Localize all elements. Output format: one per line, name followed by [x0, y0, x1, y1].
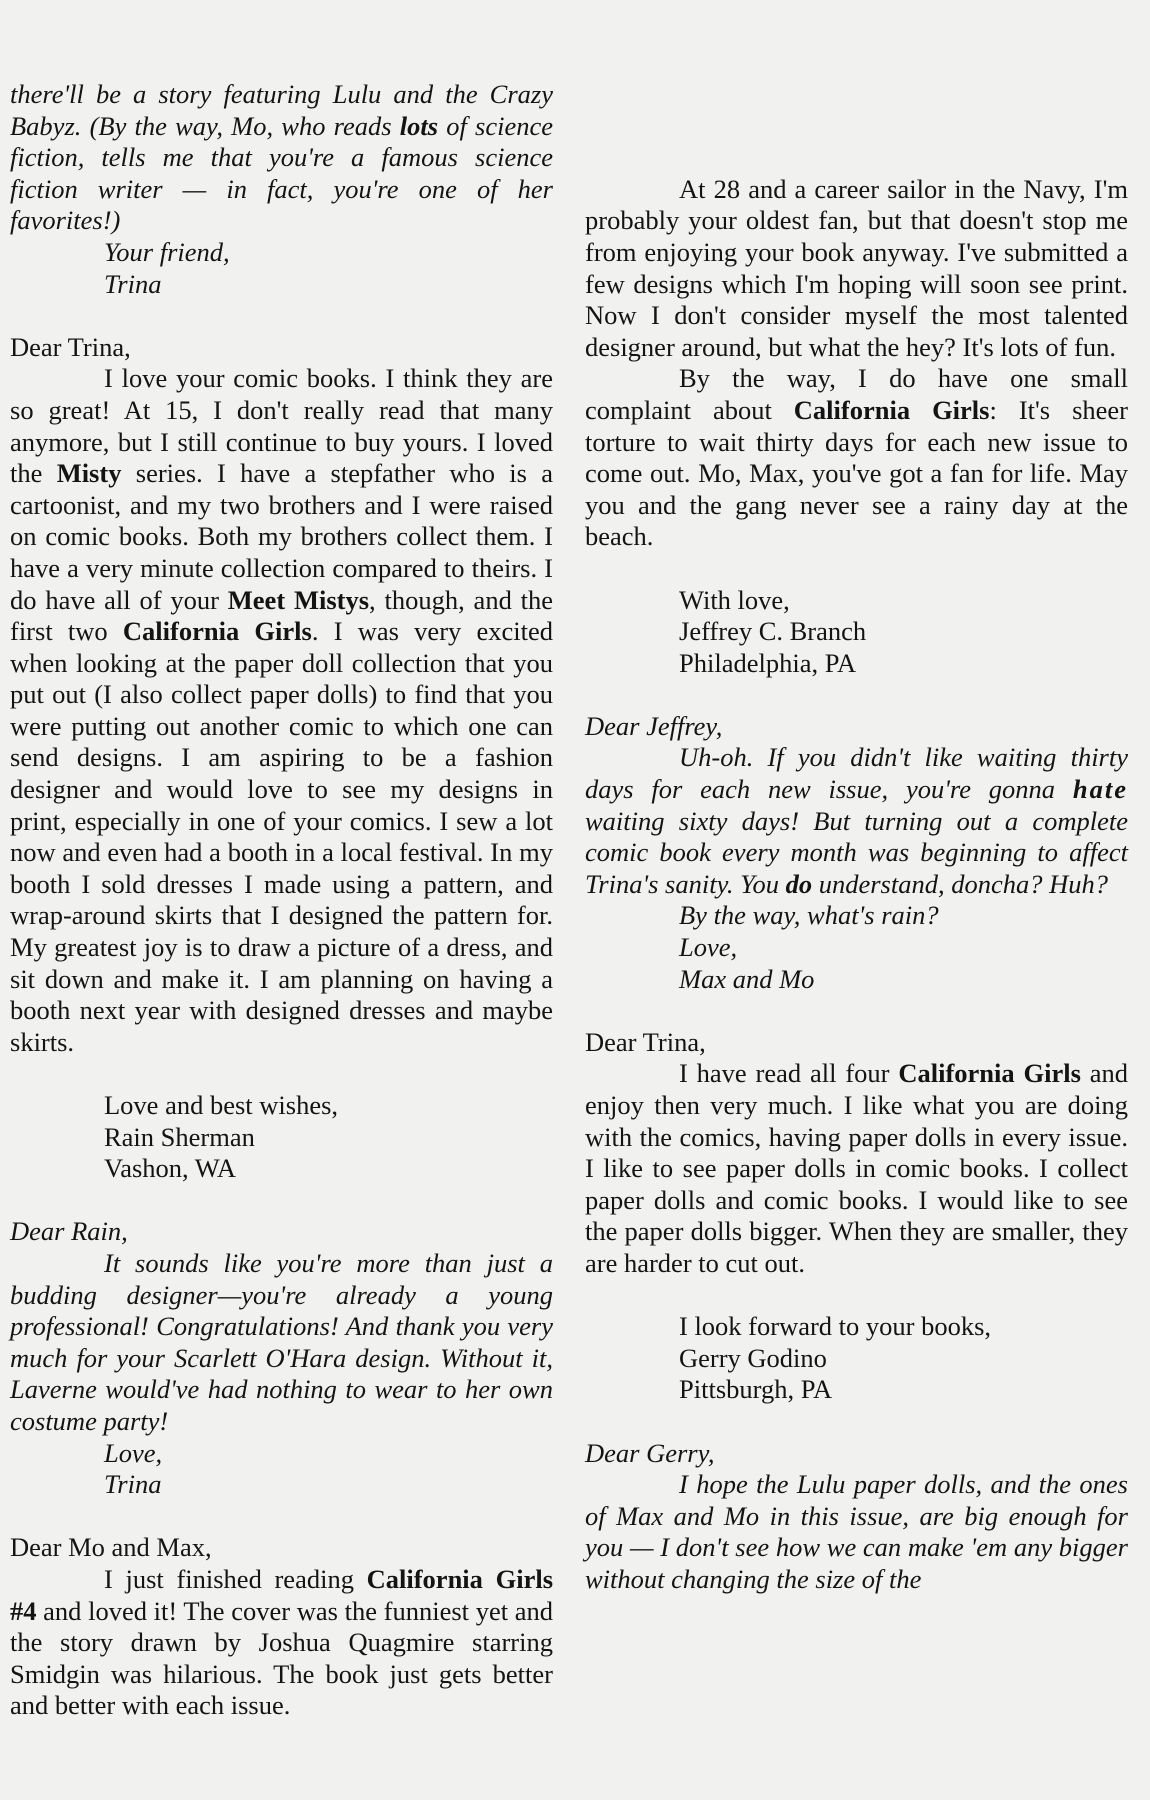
letter-gerry-body	[585, 1058, 1128, 1279]
text: of science fiction, tells me that you're a famous science fiction writer — in fact, you're one of her favorites!)	[10, 110, 553, 236]
letter-jeffrey-body-2: At 28 and a career sailor in the Navy, I'm probably your oldest fan, but that doesn't stop me from enjoying your book anyway. I've submitted a few designs which I'm hoping will soon see print. Now I don't consider myself the most talented designer around, but what the hey? It's lots of fun.	[585, 173, 1128, 362]
letter-gerry-location: Pittsburgh, PA	[679, 1374, 833, 1405]
comic-title: California Girls	[122, 616, 312, 647]
signature: Trina	[104, 268, 162, 299]
reply-rain-body: It sounds like you're more than just a budding designer—you're already a young professional! Congratulations! And thank you very much for your Scarlett O'Hara design. Without it, Laverne would've had nothing to wear to her own costume party!	[10, 1247, 553, 1436]
comic-title: California Girls	[793, 394, 990, 425]
text: I love your comic books. I think they are so great! At 15, I don't really read that many anymore, but I still continue to buy yours. I loved the	[10, 363, 553, 489]
reply-rain-salutation: Dear Rain,	[10, 1216, 128, 1247]
letter-gerry-closing: I look forward to your books,	[679, 1311, 992, 1342]
text: and enjoy then very much. I like what you are doing with the comics, having paper dolls in every issue. I like to see paper dolls in comic books. I collect paper dolls and comic books. I would like to see the paper dolls bigger. When they are smaller, they are harder to cut out.	[585, 1058, 1128, 1278]
letter-rain-salutation: Dear Trina,	[10, 331, 131, 362]
text: there'll be a story featuring Lulu and the Crazy Babyz. (By the way, Mo, who reads	[10, 79, 553, 141]
emphasis: hate	[1072, 774, 1128, 805]
text: Uh-oh. If you didn't like waiting thirty days for each new issue, you're gonna	[585, 742, 1128, 805]
comic-title: California Girls	[898, 1058, 1081, 1089]
text: : It's sheer torture to wait thirty days for each new issue to come out. Mo, Max, you've got a fan for life. May you and the gang never see a rainy day at the beach.	[585, 394, 1128, 552]
text: understand, doncha? Huh?	[812, 868, 1108, 899]
reply-gerry-body: I hope the Lulu paper dolls, and the ones of Max and Mo in this issue, are big enough for you — I don't see how we can make 'em any bigger without changing the size of the	[585, 1469, 1128, 1594]
reply-jeffrey-signature: Max and Mo	[679, 963, 815, 994]
letter-rain-name: Rain Sherman	[104, 1121, 255, 1152]
letter-jeffrey-body-3	[585, 363, 1128, 553]
right-column-flow	[585, 79, 1128, 1596]
letter-jeffrey-closing: With love,	[679, 584, 790, 615]
text: By the way, I do have one small complaint about	[585, 363, 1128, 425]
letter-rain-location: Vashon, WA	[104, 1153, 237, 1184]
text: I just finished reading	[104, 1563, 367, 1594]
letter-jeffrey-body-1	[10, 1564, 553, 1722]
letter-jeffrey-name: Jeffrey C. Branch	[679, 616, 867, 647]
emphasis: do	[785, 868, 813, 899]
closing: Your friend,	[104, 236, 230, 267]
reply-jeffrey-ps: By the way, what's rain?	[679, 900, 939, 931]
text: . I was very excited when looking at the paper doll collection that you put out (I also collect paper dolls) to find that you were putting out another comic to which one can send designs. I am aspiring to be a fashion designer and would love to see my designs in print, especially in one of your comics. I sew a lot now and even had a booth in a local festival. In my booth I sold dresses I made using a pattern, and wrap-around skirts that I designed the pattern for. My greatest joy is to draw a picture of a dress, and sit down and make it. I am planning on having a booth next year with designed dresses and maybe skirts.	[10, 616, 554, 1057]
reply-jeffrey-salutation: Dear Jeffrey,	[585, 710, 723, 741]
reply-jeffrey-body	[585, 742, 1128, 900]
reply-jeffrey-closing: Love,	[679, 932, 738, 963]
letter-gerry-name: Gerry Godino	[679, 1342, 827, 1373]
text: I have read all four	[679, 1058, 899, 1089]
letter-continuation	[10, 79, 553, 237]
letter-gerry-salutation: Dear Trina,	[585, 1026, 706, 1057]
comic-title: California Girls #4	[10, 1563, 554, 1626]
emphasis: lots	[399, 110, 439, 141]
reply-gerry-salutation: Dear Gerry,	[585, 1437, 715, 1468]
letter-jeffrey-location: Philadelphia, PA	[679, 647, 857, 678]
comic-title: Misty	[56, 458, 122, 489]
letter-rain-body	[10, 363, 553, 1058]
reply-rain-signature: Trina	[104, 1469, 162, 1500]
left-column	[10, 79, 553, 1722]
text: , though, and the first two	[10, 584, 554, 647]
comic-title: Meet Mistys	[227, 584, 370, 615]
reply-rain-closing: Love,	[104, 1437, 163, 1468]
letter-jeffrey-salutation: Dear Mo and Max,	[10, 1532, 212, 1563]
letter-rain-closing: Love and best wishes,	[104, 1090, 339, 1120]
text: and loved it! The cover was the funniest yet and the story drawn by Joshua Quagmire starring Smidgin was hilarious. The book just gets better and better with each issue.	[10, 1595, 553, 1721]
text: series. I have a stepfather who is a cartoonist, and my two brothers and I were raised on comic books. Both my brothers collect them. I have a very minute collection compared to theirs. I do have all of your	[10, 458, 554, 615]
text: waiting sixty days! But turning out a complete comic book every month was beginning to affect Trina's sanity. You	[585, 805, 1128, 899]
